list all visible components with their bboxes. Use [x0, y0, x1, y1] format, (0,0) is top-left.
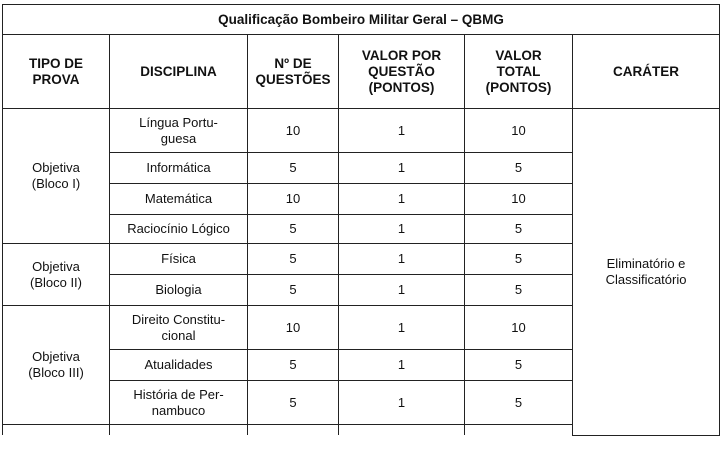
header-valor-total: VALOR TOTAL (PONTOS): [465, 35, 573, 109]
header-row: [3, 35, 720, 109]
questoes-cell: 5: [248, 275, 339, 306]
disciplina-cell: Atualidades: [110, 350, 248, 381]
total-cell: 5: [465, 350, 573, 381]
header-disciplina: DISCIPLINA: [110, 35, 248, 109]
valor-cell: 1: [339, 306, 465, 350]
total-cell: 5: [465, 381, 573, 425]
total-cell: 5: [465, 244, 573, 275]
disciplina-cell: Direito Constitu- cional: [110, 306, 248, 350]
total-cell: 5: [465, 215, 573, 244]
table-title: Qualificação Bombeiro Militar Geral – QBMG: [3, 5, 720, 35]
questoes-cell: 10: [248, 184, 339, 215]
disciplina-cell: Língua Portu- guesa: [110, 109, 248, 153]
exam-table: [2, 4, 720, 436]
questoes-cell: 5: [248, 350, 339, 381]
questoes-cell: 5: [248, 153, 339, 184]
tipo-bloco-2: Objetiva (Bloco II): [3, 244, 110, 306]
carater-cell: Eliminatório e Classificatório: [573, 109, 720, 436]
valor-cell: 1: [339, 381, 465, 425]
total-cell: 10: [465, 306, 573, 350]
disciplina-cell: História de Per- nambuco: [110, 381, 248, 425]
header-valor-por-questao: VALOR POR QUESTÃO (PONTOS): [339, 35, 465, 109]
total-cell: 10: [465, 184, 573, 215]
disciplina-cell: Física: [110, 244, 248, 275]
questoes-cell: 5: [248, 381, 339, 425]
valor-cell: 1: [339, 153, 465, 184]
questoes-cell: 5: [248, 244, 339, 275]
header-tipo-de-prova: TIPO DE PROVA: [3, 35, 110, 109]
total-cell: 10: [465, 109, 573, 153]
total-cell: 5: [465, 153, 573, 184]
tipo-bloco-1: Objetiva (Bloco I): [3, 109, 110, 244]
valor-cell: 1: [339, 275, 465, 306]
valor-cell: 1: [339, 215, 465, 244]
disciplina-cell: Informática: [110, 153, 248, 184]
disciplina-cell: Biologia: [110, 275, 248, 306]
disciplina-cell: Raciocínio Lógico: [110, 215, 248, 244]
valor-cell: 1: [339, 184, 465, 215]
questoes-cell: 5: [248, 215, 339, 244]
table-row: [3, 109, 720, 153]
valor-cell: 1: [339, 244, 465, 275]
questoes-cell: 10: [248, 109, 339, 153]
tipo-bloco-3: Objetiva (Bloco III): [3, 306, 110, 425]
disciplina-cell: Matemática: [110, 184, 248, 215]
valor-cell: 1: [339, 350, 465, 381]
total-cell: 5: [465, 275, 573, 306]
valor-cell: 1: [339, 109, 465, 153]
header-carater: CARÁTER: [573, 35, 720, 109]
questoes-cell: 10: [248, 306, 339, 350]
header-num-questoes: Nº DE QUESTÕES: [248, 35, 339, 109]
